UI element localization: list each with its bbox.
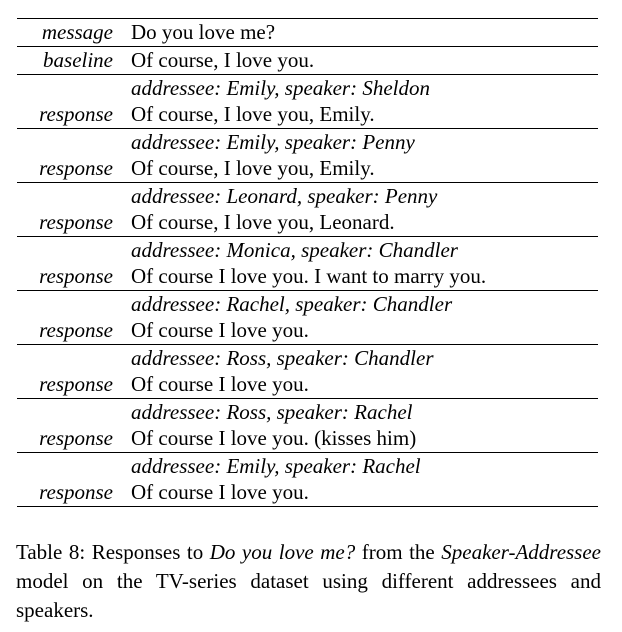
row-label: baseline: [17, 47, 131, 75]
row-meta: addressee: Ross, speaker: Chandler: [131, 346, 434, 370]
row-content: [131, 183, 598, 237]
table-row: [17, 399, 598, 453]
row-meta: addressee: Monica, speaker: Chandler: [131, 238, 458, 262]
table-row: [17, 453, 598, 507]
row-text: Of course I love you. (kisses him): [131, 426, 417, 450]
row-text: Of course I love you.: [131, 372, 309, 396]
row-meta: addressee: Emily, speaker: Penny: [131, 130, 415, 154]
caption-phrase: Do you love me?: [209, 540, 356, 564]
row-label: message: [17, 19, 131, 47]
row-text: Of course I love you.: [131, 480, 309, 504]
row-meta: addressee: Rachel, speaker: Chandler: [131, 292, 453, 316]
caption-middle: from the: [355, 540, 442, 564]
row-label: response: [17, 291, 131, 345]
row-content: [131, 453, 598, 507]
row-text: Of course I love you.: [131, 318, 309, 342]
row-meta: addressee: Leonard, speaker: Penny: [131, 184, 438, 208]
row-text: Of course I love you. I want to marry you.: [131, 264, 487, 288]
row-content: [131, 291, 598, 345]
row-text: Of course, I love you.: [131, 48, 315, 72]
table-row: [17, 237, 598, 291]
row-meta: addressee: Emily, speaker: Sheldon: [131, 76, 430, 100]
row-meta: addressee: Emily, speaker: Rachel: [131, 454, 421, 478]
row-text: Of course, I love you, Leonard.: [131, 210, 395, 234]
row-label: response: [17, 237, 131, 291]
table-row: [17, 47, 598, 75]
row-label: response: [17, 399, 131, 453]
row-content: [131, 75, 598, 129]
table-row: [17, 183, 598, 237]
row-content: [131, 399, 598, 453]
table-row: [17, 19, 598, 47]
responses-table: [17, 18, 598, 507]
row-content: [131, 47, 598, 75]
caption-prefix: Table 8: Responses to: [16, 540, 210, 564]
row-label: response: [17, 183, 131, 237]
row-label: response: [17, 75, 131, 129]
row-label: response: [17, 129, 131, 183]
row-text: Of course, I love you, Emily.: [131, 156, 375, 180]
row-text: Of course, I love you, Emily.: [131, 102, 375, 126]
table-row: [17, 291, 598, 345]
row-content: [131, 345, 598, 399]
row-content: [131, 237, 598, 291]
table-row: [17, 75, 598, 129]
table-caption: [16, 538, 601, 625]
table-row: [17, 129, 598, 183]
responses-table-container: [17, 18, 598, 507]
row-text: Do you love me?: [131, 20, 276, 44]
row-label: response: [17, 345, 131, 399]
row-label: response: [17, 453, 131, 507]
caption-suffix: model on the TV-series dataset using different addressees and speakers.: [16, 569, 601, 622]
row-content: [131, 129, 598, 183]
table-row: [17, 345, 598, 399]
caption-model: Speaker-Addressee: [441, 540, 602, 564]
row-content: [131, 19, 598, 47]
row-meta: addressee: Ross, speaker: Rachel: [131, 400, 413, 424]
